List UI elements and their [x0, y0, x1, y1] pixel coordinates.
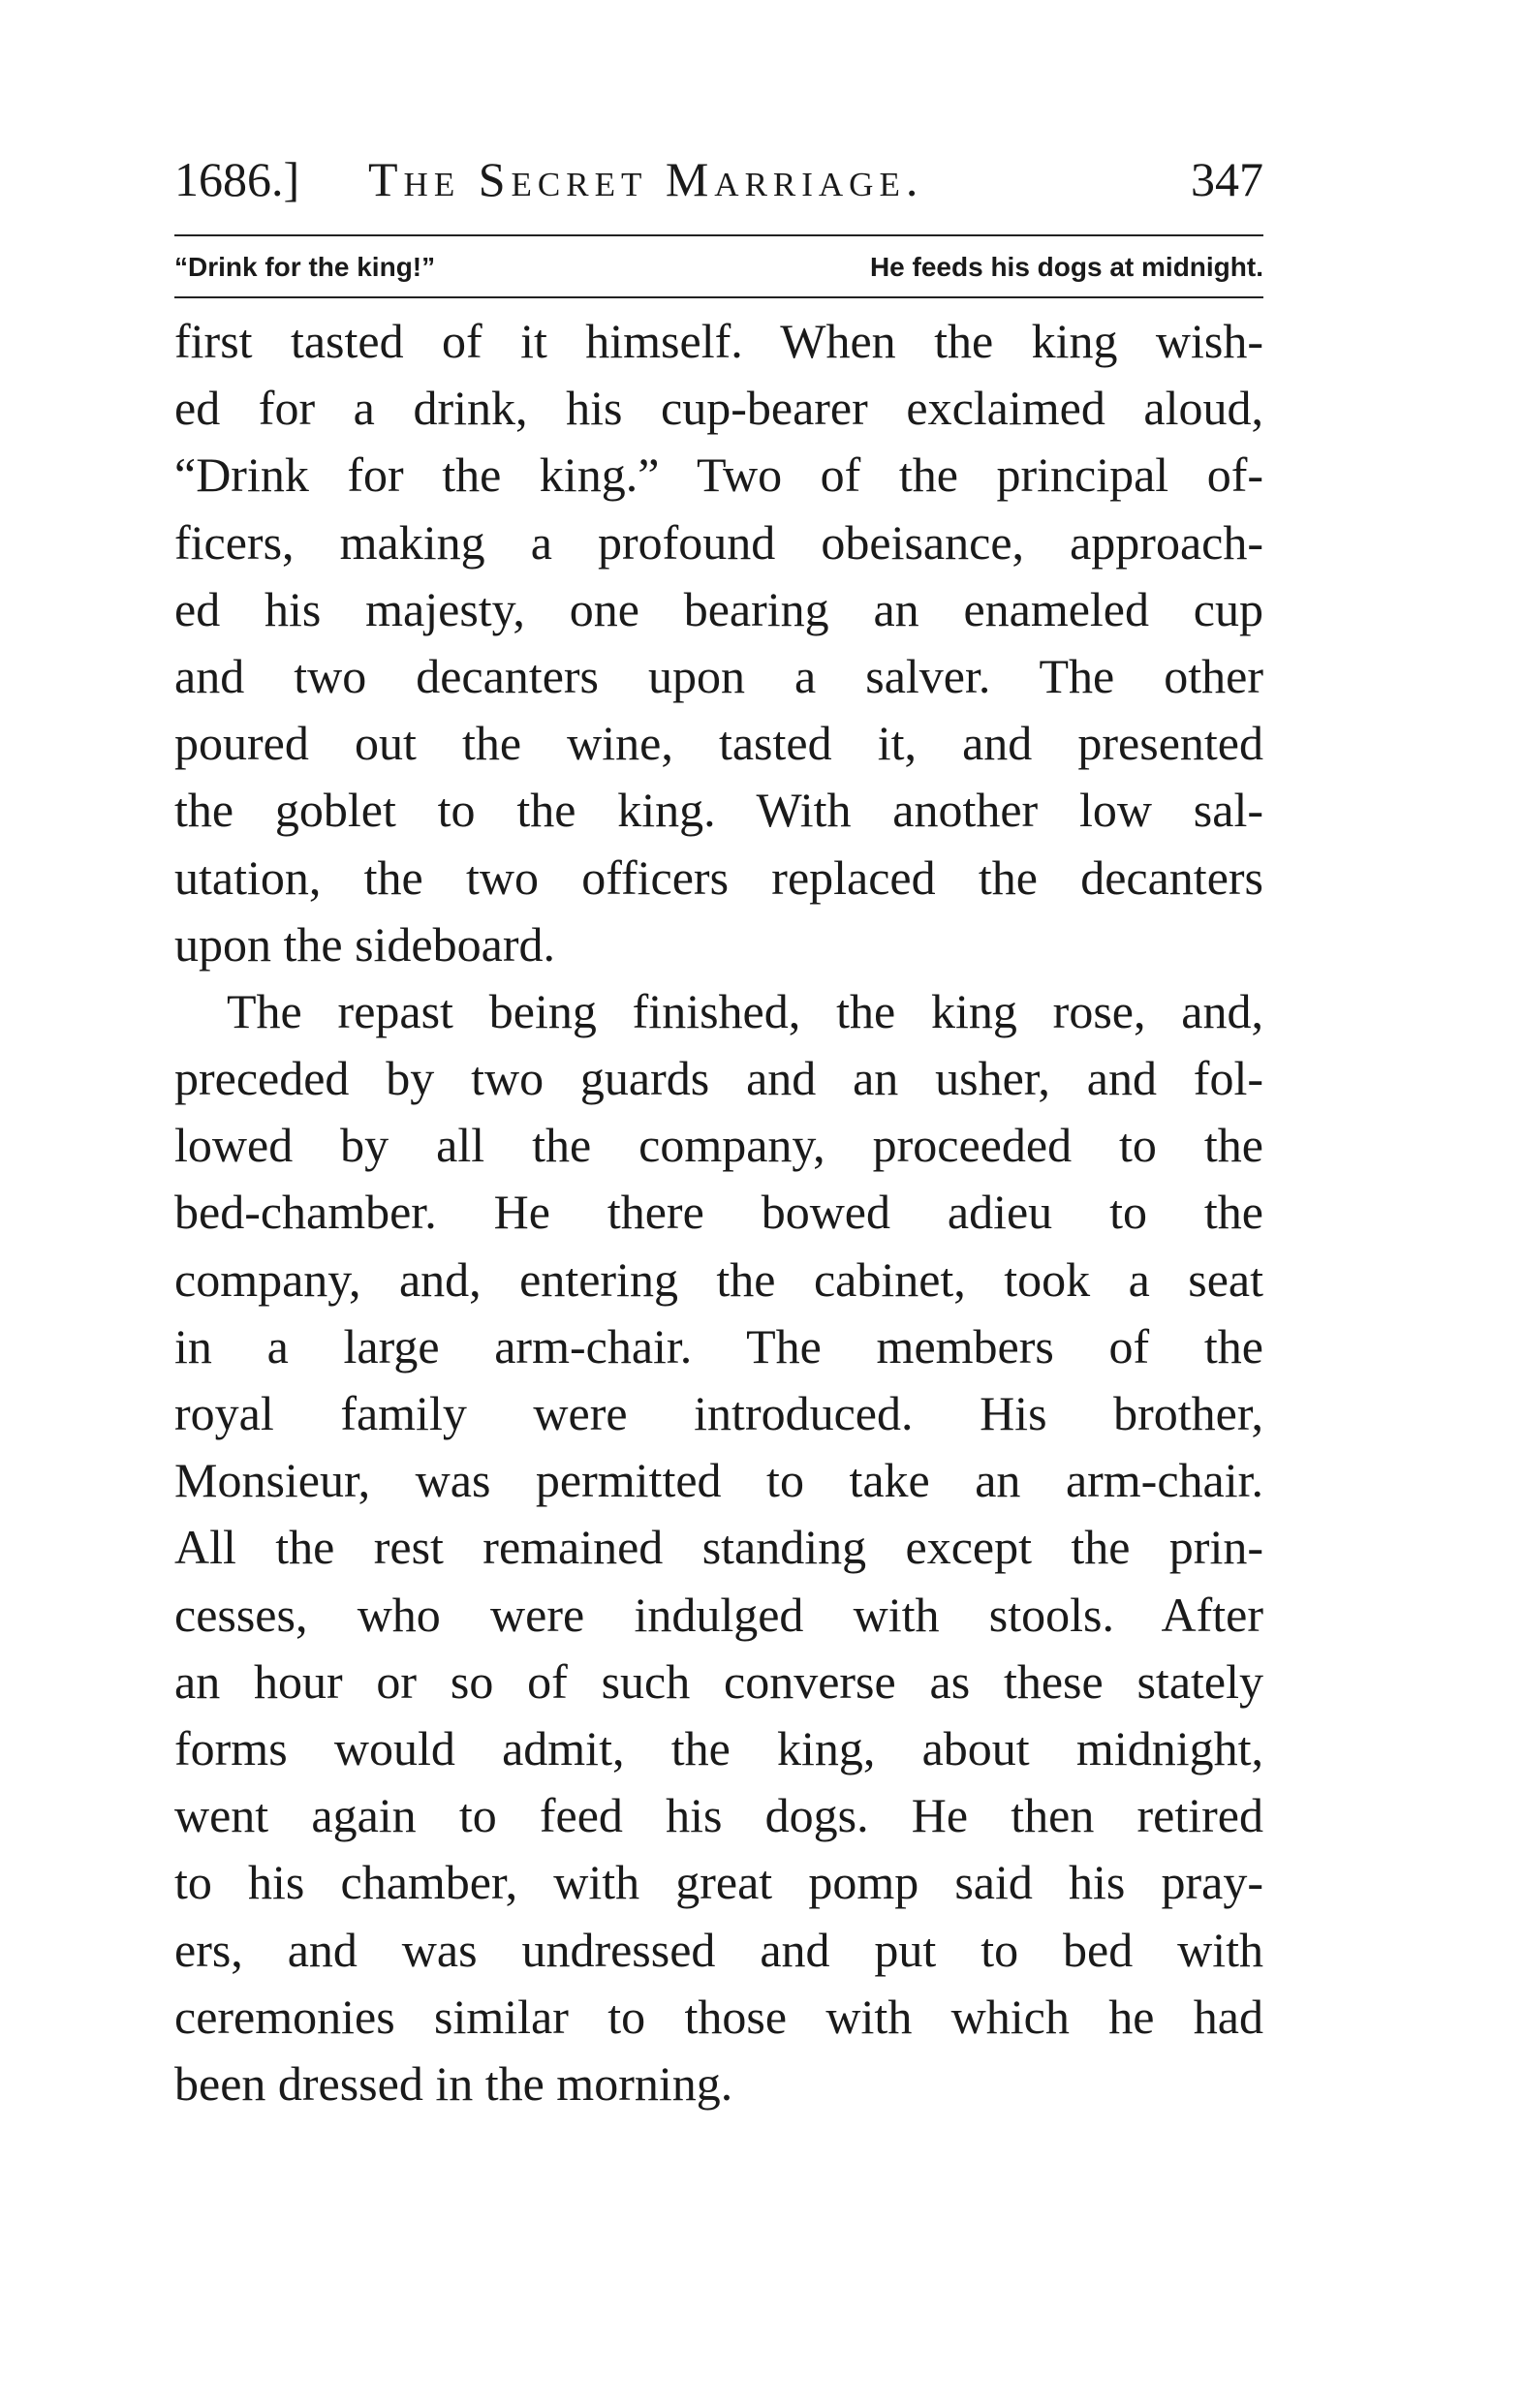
page-number: 347: [1191, 152, 1263, 206]
sidenote-bar: [174, 242, 1263, 293]
text-line: been dressed in the morning.: [174, 2055, 733, 2111]
text-line: preceded by two guards and an usher, and fol-: [174, 1051, 1263, 1106]
body-text: [174, 308, 1263, 2117]
text-line: royal family were introduced. His brother,: [174, 1386, 1263, 1440]
text-line: utation, the two officers replaced the decanters: [174, 849, 1263, 905]
running-head-year: 1686.]: [174, 152, 300, 206]
text-line: company, and, entering the cabinet, took a seat: [174, 1251, 1263, 1307]
text-line: poured out the wine, tasted it, and presented: [174, 716, 1263, 771]
text-line: ers, and was undressed and put to bed with: [174, 1922, 1263, 1977]
text-line: an hour or so of such converse as these stately: [174, 1653, 1263, 1709]
text-line: in a large arm-chair. The members of the: [174, 1318, 1263, 1374]
text-line: bed-chamber. He there bowed adieu to the: [174, 1185, 1263, 1240]
running-head: [174, 145, 1263, 213]
header-rule-top: [174, 234, 1263, 236]
text-line: ceremonies similar to those with which he had: [174, 1989, 1263, 2044]
text-line: cesses, who were indulged with stools. After: [174, 1587, 1263, 1642]
text-line: ed for a drink, his cup-bearer exclaimed aloud,: [174, 381, 1263, 436]
text-line: went again to feed his dogs. He then retired: [174, 1788, 1263, 1843]
text-line: the goblet to the king. With another low sal-: [174, 783, 1263, 838]
sidenote-right: He feeds his dogs at midnight.: [869, 252, 1263, 282]
text-line: ed his majesty, one bearing an enameled cup: [174, 581, 1263, 636]
sidenote-left: “Drink for the king!”: [174, 252, 436, 282]
text-line: ficers, making a profound obeisance, approach-: [174, 514, 1263, 570]
header-rule-bottom: [174, 296, 1263, 298]
running-head-title: The Secret Marriage.: [368, 152, 924, 206]
text-line: to his chamber, with great pomp said his pray-: [174, 1855, 1263, 1910]
text-line: lowed by all the company, proceeded to the: [174, 1118, 1263, 1173]
text-line: forms would admit, the king, about midnight,: [174, 1720, 1263, 1775]
text-line: All the rest remained standing except the prin-: [174, 1520, 1263, 1575]
text-line: and two decanters upon a salver. The other: [174, 648, 1263, 703]
text-line: first tasted of it himself. When the king wish-: [174, 314, 1263, 368]
text-line: The repast being finished, the king rose, and,: [227, 983, 1263, 1038]
text-line: Monsieur, was permitted to take an arm-chair.: [174, 1453, 1263, 1508]
text-line: upon the sideboard.: [174, 916, 555, 972]
text-line: “Drink for the king.” Two of the principal of-: [174, 448, 1263, 503]
